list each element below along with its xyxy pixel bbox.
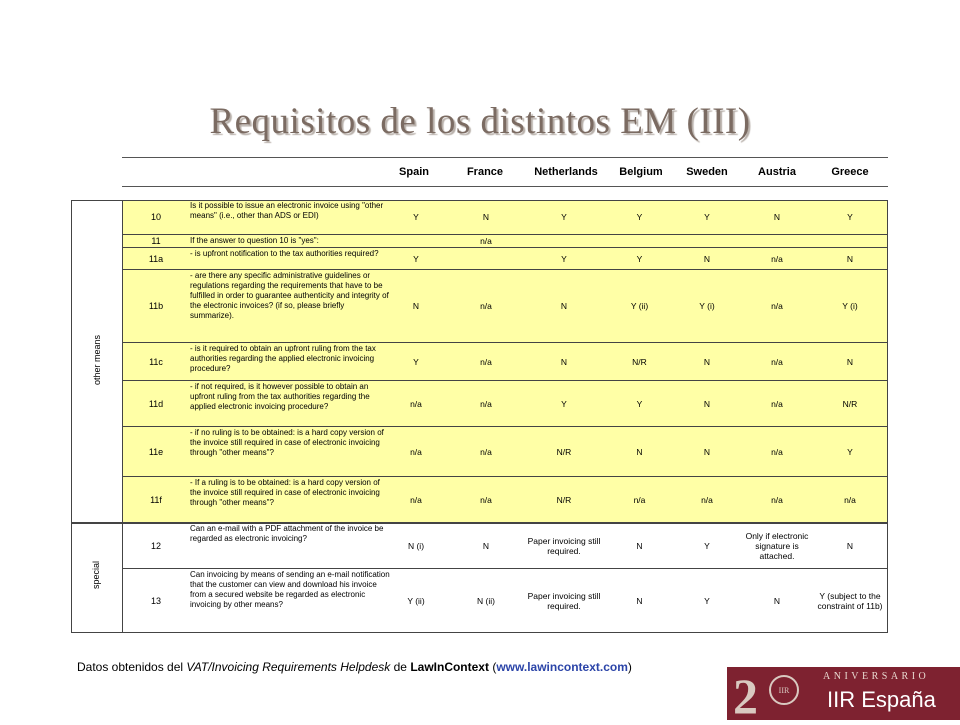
answer-cell-spain: Y	[413, 356, 419, 367]
group-label-other-means: other means	[92, 334, 103, 386]
source-footer	[77, 660, 632, 674]
answer-cell-austria: n/a	[771, 253, 783, 264]
answer-cell-netherlands: Y	[561, 212, 567, 222]
iir-anniversary-logo	[727, 667, 960, 724]
answer-cell-austria: n/a	[771, 398, 783, 409]
answer-cell-france: n/a	[480, 494, 492, 505]
answer-cell-netherlands: Y	[561, 253, 567, 264]
question-text: Can an e-mail with a PDF attachment of the invoice be regarded as electronic invoicing?	[190, 524, 384, 544]
answer-cell-greece: Y	[847, 446, 853, 457]
logo-seal-icon: IIR	[769, 675, 799, 705]
question-text: - are there any specific administrative guidelines or regulations regarding the requirements that have to be fulfilled in order to guarantee authenticity and integrity of the electronic invoices? (if so, please briefly summarize).	[190, 271, 389, 321]
answer-cell-spain: n/a	[410, 398, 422, 409]
answer-cell-sweden: Y	[704, 540, 710, 551]
answer-cell-france: n/a	[480, 236, 492, 246]
table-row	[122, 235, 888, 248]
answer-cell-spain: n/a	[410, 446, 422, 457]
answer-cell-sweden: N	[703, 398, 711, 409]
footer-url-link[interactable]: www.lawincontext.com	[496, 660, 628, 674]
table-row	[122, 200, 888, 235]
answer-cell-austria: N	[773, 595, 781, 606]
answer-cell-austria: n/a	[771, 494, 783, 505]
footer-org: LawInContext	[410, 660, 489, 674]
logo-brand: IIR España	[827, 687, 936, 712]
question-id: 11a	[148, 253, 164, 264]
footer-open: (	[488, 660, 497, 674]
answer-cell-belgium: N/R	[632, 356, 647, 367]
slide-title: Requisitos de los distintos EM (III)	[209, 101, 751, 142]
column-header-france: France	[466, 166, 504, 178]
question-text: - if no ruling is to be obtained: is a hard copy version of the invoice still required in case of electronic invoicing through "other means"?	[190, 428, 384, 458]
column-header-austria: Austria	[758, 166, 796, 178]
answer-cell-belgium: N	[636, 446, 643, 457]
column-header-sweden: Sweden	[686, 166, 728, 178]
question-id: 11f	[150, 494, 162, 505]
answer-cell-belgium: Y	[636, 253, 643, 264]
question-text: - If a ruling is to be obtained: is a hard copy version of the invoice still required in case of electronic invoicing through "other means"?	[190, 478, 380, 508]
question-id: 11b	[148, 301, 164, 311]
question-id: 13	[150, 595, 161, 606]
footer-prefix: Datos obtenidos del	[77, 660, 187, 674]
answer-cell-france: n/a	[480, 356, 492, 367]
answer-cell-france: N (ii)	[477, 595, 495, 606]
answer-cell-spain: N (i)	[407, 540, 425, 551]
footer-mid: de	[390, 660, 411, 674]
header-top-rule	[122, 157, 888, 158]
question-text: Can invoicing by means of sending an e-mail notification that the customer can view and download his invoice from a secured website be regarded as electronic invoicing by other means?	[190, 570, 390, 610]
question-id: 11d	[148, 398, 164, 409]
answer-cell-netherlands	[521, 235, 607, 247]
footer-close: )	[627, 660, 632, 674]
answer-cell-greece: N	[846, 540, 854, 551]
question-text: Is it possible to issue an electronic invoice using "other means" (i.e., other than ADS or EDI)	[190, 201, 384, 221]
answer-cell-netherlands: N/R	[556, 446, 572, 457]
answer-cell-spain: Y	[413, 253, 419, 264]
column-header-belgium: Belgium	[619, 166, 663, 178]
answer-cell-austria: n/a	[771, 301, 783, 311]
answer-cell-austria	[742, 235, 812, 247]
answer-cell-sweden: n/a	[701, 494, 713, 505]
answer-cell-greece: n/a	[844, 494, 856, 505]
question-id: 12	[150, 540, 161, 551]
answer-cell-netherlands: N	[560, 301, 568, 311]
question-text: - if not required, is it however possible to obtain an upfront ruling from the tax authorities regarding the applied electronic invoicing procedure?	[190, 382, 370, 412]
table-row	[122, 270, 888, 343]
answer-cell-france: N	[482, 212, 490, 222]
question-text: - is upfront notification to the tax authorities required?	[190, 249, 379, 258]
question-text: - is it required to obtain an upfront ruling from the tax authorities regarding the applied electronic invoicing procedure?	[190, 344, 376, 374]
question-id: 10	[150, 212, 161, 222]
table-row	[122, 523, 888, 569]
answer-cell-greece: N	[846, 253, 854, 264]
answer-cell-greece: Y (subject to the constraint of 11b)	[817, 590, 883, 611]
answer-cell-belgium: Y (ii)	[630, 301, 649, 311]
answer-cell-greece	[812, 235, 888, 247]
logo-aniversario: ANIVERSARIO	[823, 671, 930, 682]
answer-cell-spain: n/a	[410, 494, 422, 505]
column-header-netherlands: Netherlands	[534, 166, 598, 178]
answer-cell-sweden: Y	[704, 595, 710, 606]
question-id: 11	[151, 236, 161, 246]
answer-cell-spain: N	[412, 301, 420, 311]
footer-source: VAT/Invoicing Requirements Helpdesk	[186, 660, 391, 674]
answer-cell-austria: N	[773, 212, 781, 222]
table-row	[122, 248, 888, 270]
table-row	[122, 381, 888, 427]
answer-cell-sweden: N	[703, 446, 711, 457]
answer-cell-spain: Y (ii)	[407, 595, 425, 606]
answer-cell-sweden: Y	[704, 212, 710, 222]
table-row	[122, 569, 888, 633]
answer-cell-belgium: Y	[636, 398, 643, 409]
answer-cell-greece: N/R	[842, 398, 858, 409]
answer-cell-netherlands: N/R	[556, 494, 572, 505]
logo-number: 2	[733, 668, 758, 724]
group-label-special: special	[91, 560, 102, 590]
answer-cell-austria: n/a	[771, 356, 783, 367]
answer-cell-sweden: Y (i)	[699, 301, 715, 311]
table-row	[122, 343, 888, 381]
answer-cell-belgium: n/a	[633, 494, 646, 505]
question-id: 11e	[148, 446, 164, 457]
answer-cell-greece: Y (i)	[842, 301, 858, 311]
answer-cell-spain	[381, 235, 451, 247]
answer-cell-spain: Y	[413, 212, 419, 222]
answer-cell-france	[451, 248, 521, 269]
answer-cell-france: n/a	[480, 301, 492, 311]
answer-cell-austria: n/a	[771, 446, 783, 457]
question-text: If the answer to question 10 is "yes":	[190, 236, 319, 245]
answer-cell-sweden: N	[703, 356, 711, 367]
table-row	[122, 427, 888, 477]
answer-cell-france: n/a	[480, 398, 492, 409]
answer-cell-belgium: N	[636, 540, 643, 551]
answer-cell-netherlands: Paper invoicing still required.	[527, 590, 601, 611]
answer-cell-belgium	[607, 235, 672, 247]
column-header-spain: Spain	[399, 166, 429, 178]
column-header-greece: Greece	[831, 166, 869, 178]
answer-cell-netherlands: Y	[561, 398, 567, 409]
answer-cell-austria: Only if electronic signature is attached.	[745, 530, 809, 561]
answer-cell-sweden	[672, 235, 742, 247]
table-row	[122, 477, 888, 523]
answer-cell-greece: N	[846, 356, 854, 367]
answer-cell-sweden: N	[703, 253, 711, 264]
answer-cell-netherlands: N	[560, 356, 568, 367]
answer-cell-greece: Y	[847, 212, 853, 222]
answer-cell-france: n/a	[480, 446, 492, 457]
answer-cell-belgium: N	[636, 595, 643, 606]
answer-cell-france: N	[482, 540, 490, 551]
question-id: 11c	[149, 356, 163, 367]
answer-cell-netherlands: Paper invoicing still required.	[527, 535, 601, 556]
answer-cell-belgium: Y	[636, 212, 643, 222]
header-bottom-rule	[122, 186, 888, 187]
